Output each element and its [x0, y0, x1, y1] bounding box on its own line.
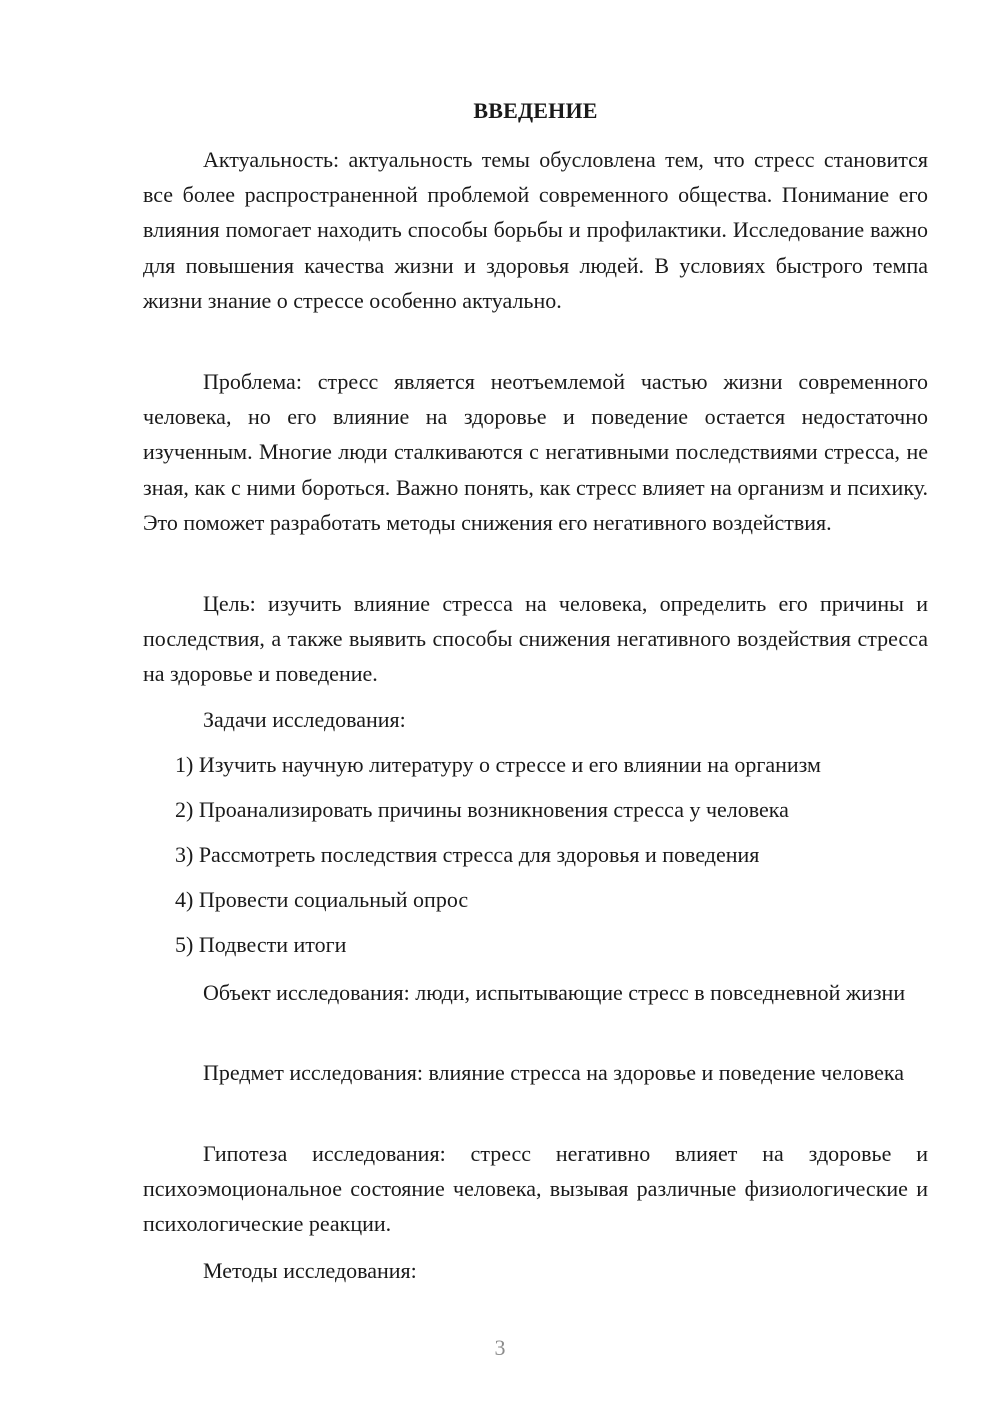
tasks-heading: Задачи исследования:	[203, 707, 406, 732]
task-list-item: 4) Провести социальный опрос	[175, 887, 469, 912]
task-list-item: 5) Подвести итоги	[175, 932, 347, 957]
hypothesis-paragraph: Гипотеза исследования: стресс негативно влияет на здоровье и психоэмоциональное состояние человека, вызывая различные физиологические и психологические реакции.	[143, 1141, 928, 1237]
page-title: ВВЕДЕНИЕ	[473, 98, 598, 123]
problem-paragraph: Проблема: стресс является неотъемлемой частью жизни современного человека, но его влияние на здоровье и поведение остается недостаточно изученным. Многие люди сталкиваются с негативными последствиями стресса, не зная, как с ними бороться. Важно понять, как стресс влияет на организм и психику. Это поможет разработать методы снижения его негативного воздействия.	[143, 369, 928, 535]
task-list-item: 1) Изучить научную литературу о стрессе и его влиянии на организм	[175, 752, 821, 777]
page-number: 3	[494, 1335, 506, 1360]
subject-paragraph: Предмет исследования: влияние стресса на здоровье и поведение человека	[203, 1060, 904, 1085]
object-paragraph: Объект исследования: люди, испытывающие стресс в повседневной жизни	[203, 980, 906, 1005]
methods-heading: Методы исследования:	[203, 1258, 417, 1283]
goal-paragraph: Цель: изучить влияние стресса на человека, определить его причины и последствия, а также выявить способы снижения негативного воздействия стресса на здоровье и поведение.	[143, 591, 928, 687]
task-list-item: 2) Проанализировать причины возникновения стресса у человека	[175, 797, 789, 822]
relevance-paragraph: Актуальность: актуальность темы обусловлена тем, что стресс становится все более распространенной проблемой современного общества. Понимание его влияния помогает находить способы борьбы и профилактики. Исследование важно для повышения качества жизни и здоровья людей. В условиях быстрого темпа жизни знание о стрессе особенно актуально.	[143, 147, 928, 313]
task-list-item: 3) Рассмотреть последствия стресса для здоровья и поведения	[175, 842, 760, 867]
